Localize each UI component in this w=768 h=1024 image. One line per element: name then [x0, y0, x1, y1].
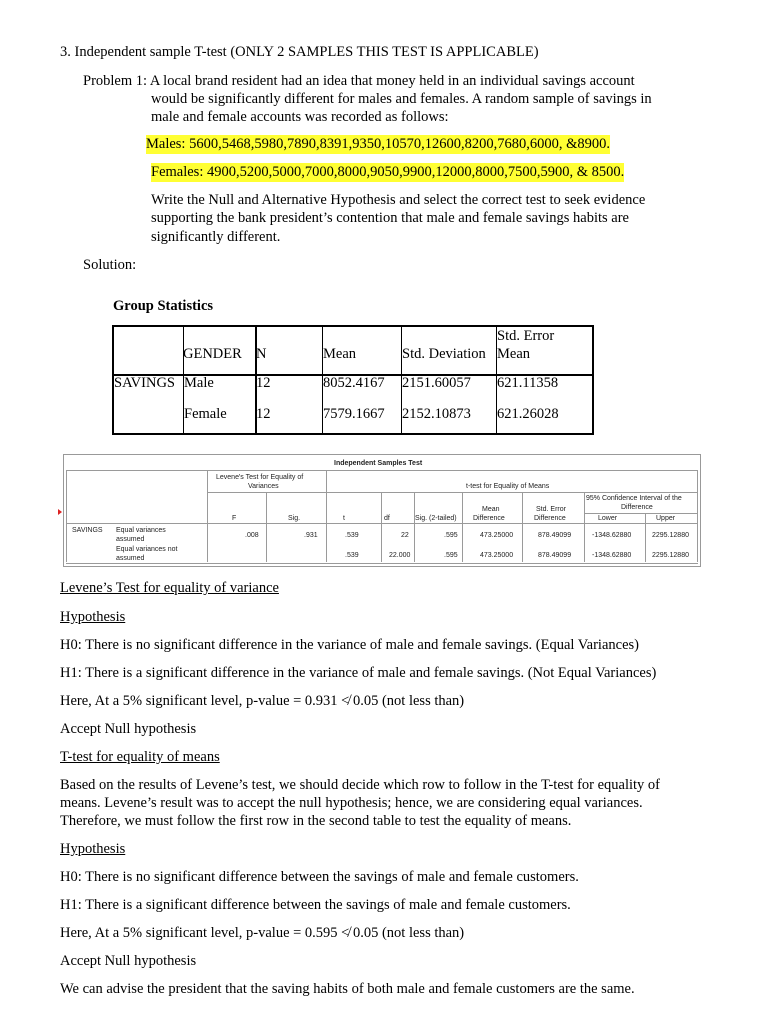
- ttest-h0: H0: There is no significant difference between the savings of male and female customers.: [60, 869, 579, 885]
- row1-label-1: Equal variances: [116, 527, 166, 534]
- levene-header-2: Variances: [248, 483, 279, 490]
- row2-t: .539: [345, 552, 359, 559]
- levene-decision: Accept Null hypothesis: [60, 721, 197, 737]
- table-row-male-n: 12: [256, 375, 271, 391]
- table-row-male-std-dev: 2151.60057: [402, 375, 471, 391]
- row2-se-diff: 878.49099: [538, 552, 572, 559]
- col-mean-diff-2: Difference: [473, 515, 505, 522]
- col-upper: Upper: [656, 515, 676, 522]
- group-stats-title: Group Statistics: [113, 298, 214, 314]
- row1-label-2: assumed: [116, 536, 145, 543]
- ttest-hypothesis-heading: Hypothesis: [60, 841, 126, 857]
- ci-header-2: Difference: [621, 504, 653, 511]
- row2-df: 22.000: [389, 552, 411, 559]
- row2-label-2: assumed: [116, 555, 145, 562]
- table-row-male-mean: 8052.4167: [323, 375, 385, 391]
- col-se-diff-1: Std. Error: [536, 506, 566, 513]
- problem-line-2: would be significantly different for males and females. A random sample of savings in: [151, 91, 652, 107]
- col-mean-diff-1: Mean: [482, 506, 500, 513]
- ttest-explain-1: Based on the results of Levene’s test, we should decide which row to follow in the T-test for equality of: [60, 777, 661, 793]
- table-row-male-se: 621.11358: [497, 375, 559, 391]
- row-var-label: SAVINGS: [114, 375, 175, 391]
- header-gender: GENDER: [183, 346, 242, 362]
- levene-header-1: Levene's Test for Equality of: [216, 474, 304, 481]
- table-row-male-gender: Male: [184, 375, 214, 391]
- row2-upper: 2295.12880: [652, 552, 689, 559]
- ci-header-1: 95% Confidence Interval of the: [586, 495, 682, 502]
- row1-se-diff: 878.49099: [538, 532, 572, 539]
- col-df: df: [384, 515, 390, 522]
- table-row-female-gender: Female: [184, 406, 227, 422]
- col-t: t: [343, 515, 345, 522]
- header-mean: Mean: [323, 346, 357, 362]
- col-f: F: [232, 515, 237, 522]
- males-data: Males: 5600,5468,5980,7890,8391,9350,10570,12600,8200,7680,6000, &8900.: [146, 136, 610, 152]
- red-marker-icon: [58, 509, 62, 515]
- row1-sig2: .595: [444, 532, 458, 539]
- ttest-heading: T-test for equality of means: [60, 749, 220, 765]
- task-line-3: significantly different.: [151, 229, 281, 245]
- row2-label-1: Equal variances not: [116, 546, 178, 553]
- row2-mean-diff: 473.25000: [480, 552, 514, 559]
- females-data: Females: 4900,5200,5000,7000,8000,9050,9900,12000,8000,7500,5900, & 8500.: [151, 164, 625, 180]
- row1-f: .008: [245, 532, 259, 539]
- problem-line-3: male and female accounts was recorded as follows:: [151, 109, 449, 125]
- col-sig: Sig.: [288, 515, 301, 522]
- table-row-female-std-dev: 2152.10873: [402, 406, 471, 422]
- levene-pvalue: Here, At a 5% significant level, p-value = 0.931 ≮ 0.05 (not less than): [60, 693, 465, 709]
- row1-t: .539: [345, 532, 359, 539]
- solution-label: Solution:: [83, 257, 137, 273]
- col-lower: Lower: [598, 515, 618, 522]
- row1-mean-diff: 473.25000: [480, 532, 514, 539]
- ttest-conclusion: We can advise the president that the saving habits of both male and female customers are the same.: [60, 981, 635, 997]
- row2-sig2: .595: [444, 552, 458, 559]
- row2-lower: -1348.62880: [592, 552, 632, 559]
- group-statistics-table: [112, 325, 594, 435]
- task-line-2: supporting the bank president’s contention that male and female savings habits are: [151, 210, 629, 226]
- ttest-pvalue: Here, At a 5% significant level, p-value = 0.595 ≮ 0.05 (not less than): [60, 925, 465, 941]
- ttest-explain-3: Therefore, we must follow the first row in the second table to test the equality of means.: [60, 813, 572, 829]
- header-std-error-1: Std. Error: [497, 328, 555, 344]
- spss-title: Independent Samples Test: [334, 460, 423, 467]
- ttest-h1: H1: There is a significant difference between the savings of male and female customers.: [60, 897, 571, 913]
- table-row-female-se: 621.26028: [497, 406, 559, 422]
- ttest-header: t-test for Equality of Means: [466, 483, 550, 490]
- row1-sig: .931: [304, 532, 318, 539]
- table-row-female-n: 12: [256, 406, 271, 422]
- ttest-explain-2: means. Levene’s result was to accept the null hypothesis; hence, we are considering equal variances.: [60, 795, 643, 811]
- table-row-female-mean: 7579.1667: [323, 406, 385, 422]
- levene-heading: Levene’s Test for equality of variance: [60, 580, 279, 596]
- task-line-1: Write the Null and Alternative Hypothesis and select the correct test to seek evidence: [151, 192, 646, 208]
- col-se-diff-2: Difference: [534, 515, 566, 522]
- row1-upper: 2295.12880: [652, 532, 689, 539]
- row1-df: 22: [401, 532, 409, 539]
- problem-line-1: Problem 1: A local brand resident had an idea that money held in an individual savings account: [83, 73, 635, 89]
- row1-lower: -1348.62880: [592, 532, 632, 539]
- ttest-decision: Accept Null hypothesis: [60, 953, 197, 969]
- header-std-dev: Std. Deviation: [402, 346, 486, 362]
- levene-h0: H0: There is no significant difference in the variance of male and female savings. (Equal Variances): [60, 637, 639, 653]
- spss-var-label: SAVINGS: [72, 527, 103, 534]
- col-sig-2tailed: Sig. (2-tailed): [415, 515, 457, 522]
- header-n: N: [256, 346, 267, 362]
- levene-h1: H1: There is a significant difference in the variance of male and female savings. (Not Equal Variances): [60, 665, 657, 681]
- independent-samples-table: [63, 454, 701, 567]
- levene-hypothesis-heading: Hypothesis: [60, 609, 126, 625]
- header-std-error-2: Mean: [497, 346, 531, 362]
- section-heading: 3. Independent sample T-test (ONLY 2 SAMPLES THIS TEST IS APPLICABLE): [60, 44, 539, 60]
